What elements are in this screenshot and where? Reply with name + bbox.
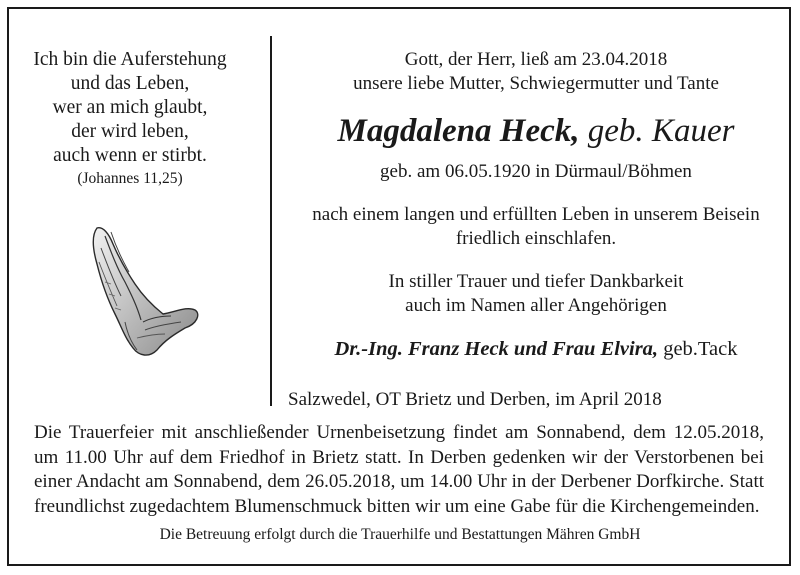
passing-line: friedlich einschlafen. <box>455 228 617 249</box>
verse-line: Ich bin die Auferstehung <box>33 49 227 70</box>
ceremony-details <box>34 421 764 519</box>
announcement-line: unsere liebe Mutter, Schwiegermutter und Tante <box>353 73 719 94</box>
mourning-line: In stiller Trauer und tiefer Dankbarkeit <box>388 271 684 292</box>
verse-reference: (Johannes 11,25) <box>77 170 183 187</box>
deceased-name <box>272 111 800 151</box>
ceremony-line: 11.00 Uhr auf dem Friedhof in Brietz statt. In Derben gedenken wir der Verstorbenen bei einer <box>34 446 765 492</box>
deceased-maiden-name: geb. Kauer <box>587 113 735 149</box>
death-announcement <box>272 48 800 96</box>
mourning-text <box>272 270 800 318</box>
mourning-line: auch im Namen aller Angehörigen <box>405 295 667 316</box>
verse-line: auch wenn er stirbt. <box>53 145 207 166</box>
ceremony-line: freundlichst zugedachtem Blumenschmuck bitten wir um eine Gabe für die Kirchengemeinden. <box>34 495 760 517</box>
bible-verse <box>20 48 240 190</box>
verse-line: wer an mich glaubt, <box>52 97 208 118</box>
signatories <box>272 336 800 362</box>
ceremony-line: Die Trauerfeier mit anschließender Urnenbeisetzung findet am Sonnabend, dem 12.05.2018, um <box>34 422 764 468</box>
verse-line: und das Leben, <box>70 73 190 94</box>
passing-line: nach einem langen und erfüllten Leben in unserem Beisein <box>312 204 760 225</box>
signer-maiden-name: geb.Tack <box>663 338 738 360</box>
announcement-line: Gott, der Herr, ließ am 23.04.2018 <box>404 49 668 70</box>
passing-text <box>272 203 800 251</box>
praying-hands-icon <box>85 222 203 360</box>
signer-names: Dr.-Ing. Franz Heck und Frau Elvira, <box>334 338 659 360</box>
verse-line: der wird leben, <box>71 121 189 142</box>
funeral-home-footer: Die Betreuung erfolgt durch die Trauerhilfe und Bestattungen Mähren GmbH <box>159 526 641 543</box>
place-date: Salzwedel, OT Brietz und Derben, im April 2018 <box>288 389 662 410</box>
ceremony-line: Andacht am Sonnabend, dem 26.05.2018, um 14.00 Uhr in der Derbener Dorfkirche. Statt <box>75 471 765 492</box>
birth-info: geb. am 06.05.1920 in Dürmaul/Böhmen <box>380 161 692 182</box>
deceased-full-name: Magdalena Heck, <box>337 113 580 149</box>
